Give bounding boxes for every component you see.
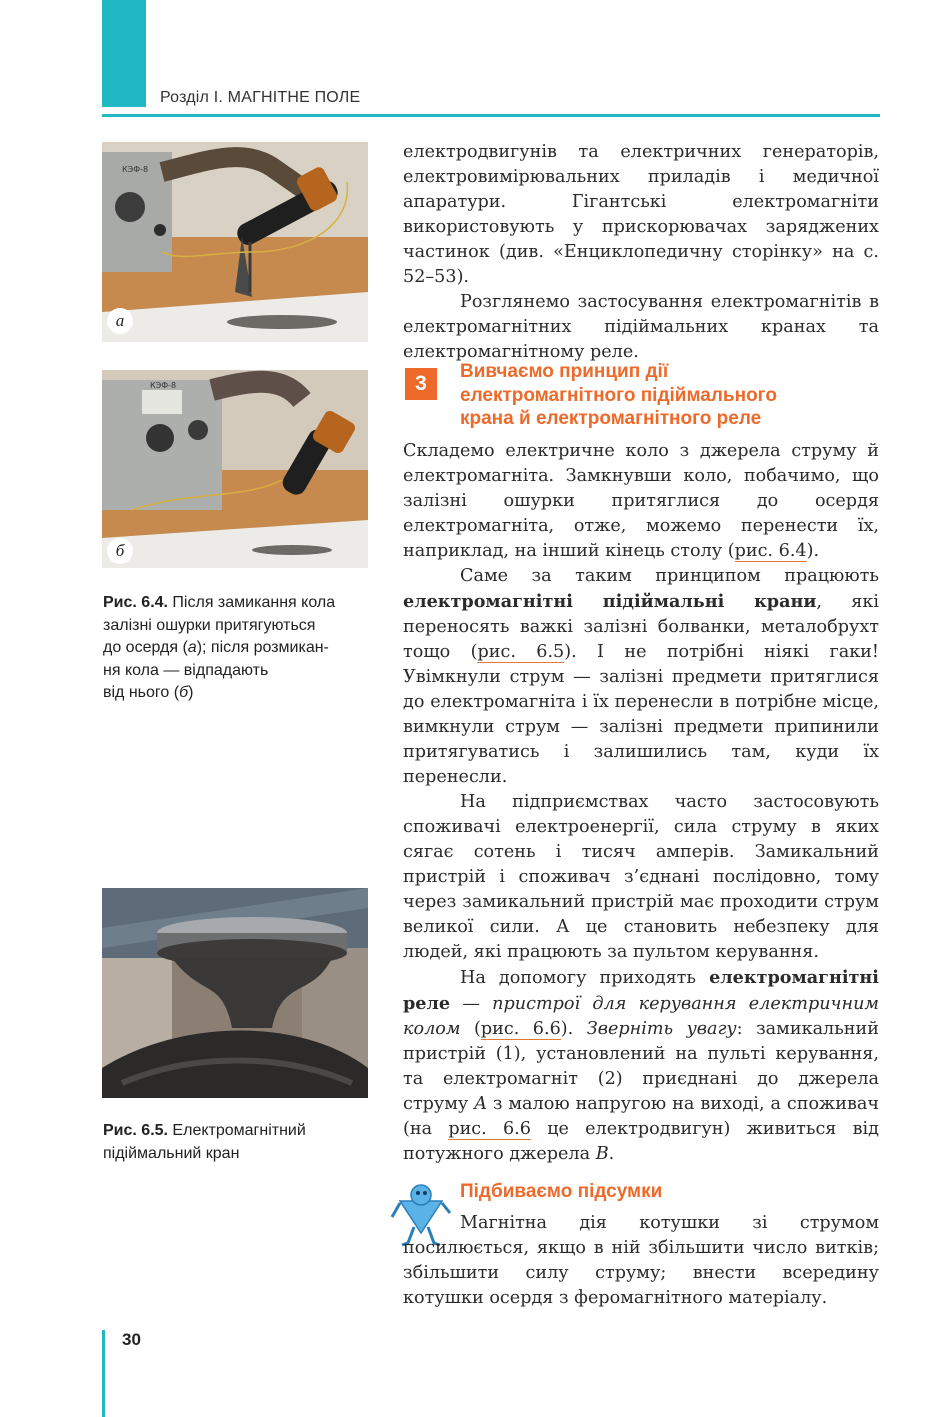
photo-fig-6-5-crane bbox=[102, 888, 368, 1098]
section-title: Вивчаємо принцип дії електромагнітного підіймального крана й електромагнітного реле bbox=[460, 361, 777, 429]
header-accent-block bbox=[102, 0, 146, 107]
section-header: Розділ І. МАГНІТНЕ ПОЛЕ bbox=[160, 89, 361, 106]
device-label: КЭФ-8 bbox=[122, 165, 149, 174]
figure-caption-6-5: Рис. 6.5. Електромагнітний підіймальний кран bbox=[103, 1122, 306, 1162]
photo-fig-6-4-a bbox=[102, 142, 368, 342]
footer-accent-rule bbox=[102, 1330, 105, 1417]
figure-ref-6-6[interactable]: рис. 6.6 bbox=[448, 1119, 531, 1139]
summary-text bbox=[403, 1211, 879, 1311]
paragraph: На допомогу приходять електромагнітні реле — пристрої для керування електричним колом (рис. 6.6). Зверніть увагу: замикальний пристрій (1), установлений на пульті керування, та електромагніт (2) приєднані до джерела струму A з малою напругою на виході, а споживач (на рис. 6.6 це електродвигун) живиться від потужного джерела B. bbox=[403, 967, 880, 1164]
main-text bbox=[403, 439, 879, 1167]
paragraph: Складемо електричне коло з джерела струму й електромагніта. Замкнувши коло, побачимо, що залізні ошурки притяглися до осердя електромагніта, отже, можемо перенести їх, наприклад, на інший кінець столу (рис. 6.4). bbox=[403, 441, 879, 561]
section-number-badge: 3 bbox=[405, 368, 437, 400]
summary-title: Підбиваємо підсумки bbox=[460, 1181, 663, 1202]
caption-label: Рис. 6.5. bbox=[103, 1122, 168, 1139]
header-rule bbox=[102, 114, 880, 117]
paragraph: електродвигунів та електричних генераторів, електровимірювальних приладів і медичної апаратури. Гігантські електромагніти використовують у прискорювачах заряджених частинок (див. «Енциклопедичну сторінку» на с. 52–53). bbox=[403, 142, 879, 287]
figure-label-b: б bbox=[107, 538, 133, 564]
paragraph: Розглянемо застосування електромагнітів в електромагнітних підіймальних кранах та електромагнітному реле. bbox=[403, 292, 879, 362]
paragraph: На підприємствах часто застосовують споживачі електроенергії, сила струму в яких сягає сотень і тисяч амперів. Замикальний пристрій і споживач з’єднані послідовно, тому через замикальний пристрій має проходити струм великої сили. А це становить небезпеку для людей, які працюють за пультом керування. bbox=[403, 792, 879, 962]
intro-text bbox=[403, 140, 879, 365]
device-label: КЭФ-8 bbox=[150, 381, 177, 390]
paragraph: Магнітна дія котушки зі струмом посилюється, якщо в ній збільшити число витків; збільшити силу струму; внести всередину котушки осердя з феромагнітного матеріалу. bbox=[403, 1213, 879, 1308]
photo-fig-6-4-b bbox=[102, 370, 368, 568]
figure-ref-6-5[interactable]: рис. 6.5 bbox=[477, 642, 565, 662]
caption-label: Рис. 6.4. bbox=[103, 594, 168, 611]
paragraph: Саме за таким принципом працюють електромагнітні підіймальні крани, які переносять важкі залізні болванки, металобрухт тощо (рис. 6.5). І не потрібні ніякі гаки! Увімкнули струм — залізні предмети притяглися до електромагніта і їх перенесли в потрібне місце, вимкнули струм — залізні предмети припинили притягуватись і залишились там, куди їх перенесли. bbox=[403, 566, 879, 787]
figure-ref-6-6[interactable]: рис. 6.6 bbox=[480, 1019, 561, 1039]
figure-caption-6-4: Рис. 6.4. Після замикання кола залізні ошурки притягуються до осердя (а); після розмикан- ня кола — відпадають від нього (б) bbox=[103, 594, 336, 701]
page-number: 30 bbox=[122, 1330, 141, 1349]
figure-label-a: а bbox=[107, 308, 133, 334]
figure-ref-6-4[interactable]: рис. 6.4 bbox=[734, 541, 807, 561]
